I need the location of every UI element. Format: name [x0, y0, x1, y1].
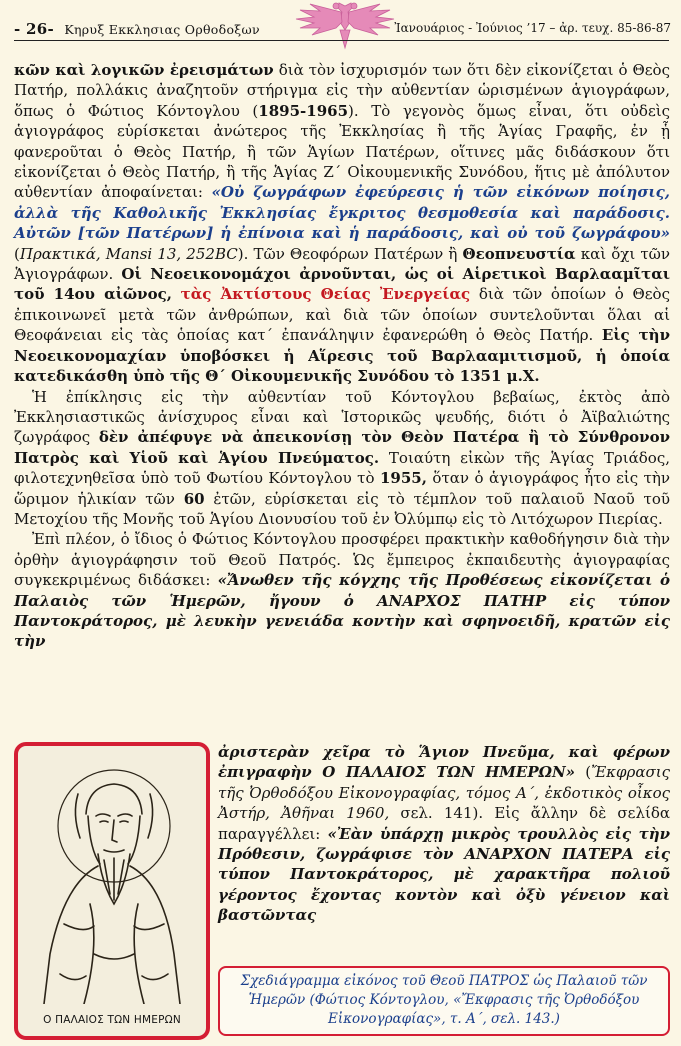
- text-run: Πρακτικά, Mansi 13, 252BC: [19, 244, 238, 263]
- article-body: [14, 60, 670, 652]
- journal-title: Κηρυξ Εκκλησιας Ορθοδοξων: [64, 22, 260, 37]
- text-run: διὰ τῶν ὁποίων ὁ Θεὸς ἐπικοινωνεῖ μετὰ τῶν ἀνθρώπων, καὶ διὰ τῶν ὁποίων συντελοῦνται ὅλαι αἱ Θεοφάνειαι εἰς τὰς ὁποίας κατ΄ ἐπανάληψιν ἐφανερώθη ὁ Θεὸς Πατήρ.: [14, 285, 670, 345]
- text-run: ἐτῶν, εὑρίσκεται εἰς τὸ τέμπλον τοῦ παλαιοῦ Ναοῦ τοῦ Μετοχίου τῆς Μονῆς τοῦ Ἁγίου Διονυσίου τοῦ ἐν Ὀλύμπῳ εἰς τὸ Λιτόχωρον Πιερίας.: [14, 489, 670, 528]
- paragraph-1: [14, 60, 670, 387]
- text-run: 1895-1965: [258, 101, 349, 120]
- text-run: [172, 285, 181, 303]
- text-run: τὰς Ἀκτίστους Θείας Ἐνεργείας: [180, 285, 471, 304]
- text-run: 1955,: [379, 469, 427, 488]
- figure-inscription: Ο ΠΑΛΑΙΟΣ ΤΩΝ ΗΜΕΡΩΝ: [43, 1014, 181, 1026]
- ancient-of-days-sketch: [24, 754, 200, 1004]
- text-run: ἀριστερὰν χεῖρα τὸ Ἅγιον Πνεῦμα, καὶ φέρων ἐπιγραφὴν Ο ΠΑΛΑΙΟΣ ΤΩΝ ΗΜΕΡΩΝ»: [218, 743, 670, 782]
- text-run: Οἱ Νεοεικονομάχοι ἀρνοῦνται, ὡς οἱ Αἱρετικοὶ Βαρλααμῖται τοῦ 14ου αἰῶνος,: [14, 265, 670, 304]
- paragraph-4: [218, 742, 670, 926]
- text-run: δὲν ἀπέφυγε νὰ ἀπεικονίσῃ τὸν Θεὸν Πατέρα ἢ τὸ Σύνθρονον Πατρὸς καὶ Υἱοῦ καὶ Ἁγίου Πνεύματος.: [14, 428, 671, 467]
- text-run: Εἰς τὴν Νεοεικονομαχίαν ὑποβόσκει ἡ Αἵρεσις τοῦ Βαρλααμιτισμοῦ, ἡ ὁποία κατεδικάσθη ὑπὸ τῆς Θ΄ Οἰκουμενικῆς Συνόδου τὸ 1351 μ.Χ.: [14, 326, 670, 386]
- paragraph-2: [14, 387, 670, 530]
- icon-figure: [14, 742, 210, 1040]
- paragraph-3: [14, 529, 670, 651]
- text-run: ). Τῶν Θεοφόρων Πατέρων ἢ: [237, 244, 463, 263]
- text-run: Ἐπὶ πλέον, ὁ ἴδιος ὁ Φώτιος Κόντογλου προσφέρει πρακτικὴν καθοδήγησιν διὰ τὴν ὀρθὴν ἁγιογράφησιν τοῦ Θεοῦ Πατρός. Ὡς ἔμπειρος ἐκπαιδευτὴς ἁγιογραφίας συγκεκριμένως διδάσκει:: [14, 530, 670, 590]
- text-run: κῶν καὶ λογικῶν ἐρεισμάτων: [14, 61, 274, 79]
- text-run: σελ. 141). Εἰς ἄλλην δὲ σελίδα παραγγέλλει:: [218, 804, 670, 843]
- text-run: καὶ ὄχι τῶν Ἁγιογράφων.: [14, 244, 670, 284]
- text-run: Θεοπνευστία: [462, 244, 576, 263]
- wrapped-text: [218, 742, 670, 926]
- figure-caption: Σχεδιάγραμμα εἰκόνος τοῦ Θεοῦ ΠΑΤΡΟΣ ὡς Παλαιοῦ τῶν Ἡμερῶν (Φώτιος Κόντογλου, «Ἔκφρασις τῆς Ὀρθοδόξου Εἰκονογραφίας», τ. Α΄, σελ. 143.): [218, 966, 670, 1036]
- text-run: διὰ τὸν ἰσχυρισμόν των ὅτι δὲν εἰκονίζεται ὁ Θεὸς Πατήρ, πολλάκις ἀναζητοῦν στήριγμα εἰς τὴν αὐθεντίαν ὡρισμένων ἁγιογράφων, ὅπως ὁ Φώτιος Κόντογλου (: [14, 61, 670, 120]
- text-run: «Ἄνωθεν τῆς κόγχης τῆς Προθέσεως εἰκονίζεται ὁ Παλαιὸς τῶν Ἡμερῶν, ἤγουν ὁ ΑΝΑΡΧΟΣ ΠΑΤΗΡ εἰς τύπον Παντοκράτορος, μὲ λευκὴν γενειάδα κοντὴν καὶ σφηνοειδῆ, κρατῶν εἰς τὴν: [14, 571, 670, 651]
- text-run: ὅταν ὁ ἁγιογράφος ἦτο εἰς τὴν ὥριμον ἡλικίαν τῶν: [14, 469, 670, 508]
- text-run: 60: [183, 489, 205, 508]
- text-run: Ἔκφρασις τῆς Ὀρθοδόξου Εἰκονογραφίας, τόμος Α΄, ἐκδοτικὸς οἶκος Ἀστήρ, Ἀθῆναι 1960,: [218, 763, 670, 823]
- double-headed-eagle-icon: [290, 0, 400, 52]
- page-number: - 26-: [14, 20, 55, 38]
- header-rule: [14, 40, 669, 41]
- text-run: Ἡ ἐπίκλησις εἰς τὴν αὐθεντίαν τοῦ Κόντογλου βεβαίως, ἐκτὸς ἀπὸ Ἐκκλησιαστικῶς ἀνίσχυρος εἶναι καὶ Ἱστορικῶς ψευδής, διότι ὁ Ἀϊβαλιώτης ζωγράφος: [14, 387, 670, 447]
- text-run: ). Τὸ γεγονὸς ὅμως εἶναι, ὅτι οὐδεὶς ἁγιογράφος εὑρίσκεται ἀνώτερος τῆς Ἐκκλησίας ἢ τῆς Ἁγίας Γραφῆς, ἐν ᾗ φανεροῦται ὁ Θεὸς Πατήρ, ἢ τῶν Ἁγίων Πατέρων, οἵτινες μᾶς διδάσκουν ὅτι εἰκονίζεται ὁ Θεὸς Πατήρ, ἢ τῆς Ἁγίας Ζ΄ Οἰκουμενικῆς Συνόδου, ἥτις μὲ ἀπόλυτον αὐθεντίαν ἀποφαίνεται:: [14, 101, 670, 202]
- text-run: «Οὐ ζωγράφων ἐφεύρεσις ἡ τῶν εἰκόνων ποίησις, ἀλλὰ τῆς Καθολικῆς Ἐκκλησίας ἔγκριτος θεσμοθεσία καὶ παράδοσις. Αὐτῶν [τῶν Πατέρων] ἡ ἐπίνοια καὶ ἡ παράδοσις, καὶ οὐ τοῦ ζωγράφου»: [14, 183, 670, 243]
- text-run: Τοιαύτη εἰκὼν τῆς Ἁγίας Τριάδος, φιλοτεχνηθεῖσα ὑπὸ τοῦ Φωτίου Κόντογλου τὸ: [14, 448, 670, 488]
- text-run: (: [575, 763, 592, 782]
- text-run: (: [14, 244, 20, 263]
- page-header: [0, 0, 681, 54]
- text-run: «Ἐὰν ὑπάρχῃ μικρὸς τρουλλὸς εἰς τὴν Πρόθεσιν, ζωγράφισε τὸν ΑΝΑΡΧΟΝ ΠΑΤΕΡΑ εἰς τύπον Παντοκράτορος, μὲ χαρακτῆρα πολιοῦ γέροντος ἔχοντας κοντὸν καὶ ὀξὺ γένειον καὶ βαστῶντας: [218, 824, 671, 925]
- issue-info: Ἰανουάριος - Ἰούνιος ’17 – ἀρ. τευχ. 85-86-87: [394, 21, 671, 35]
- header-left: [14, 20, 260, 38]
